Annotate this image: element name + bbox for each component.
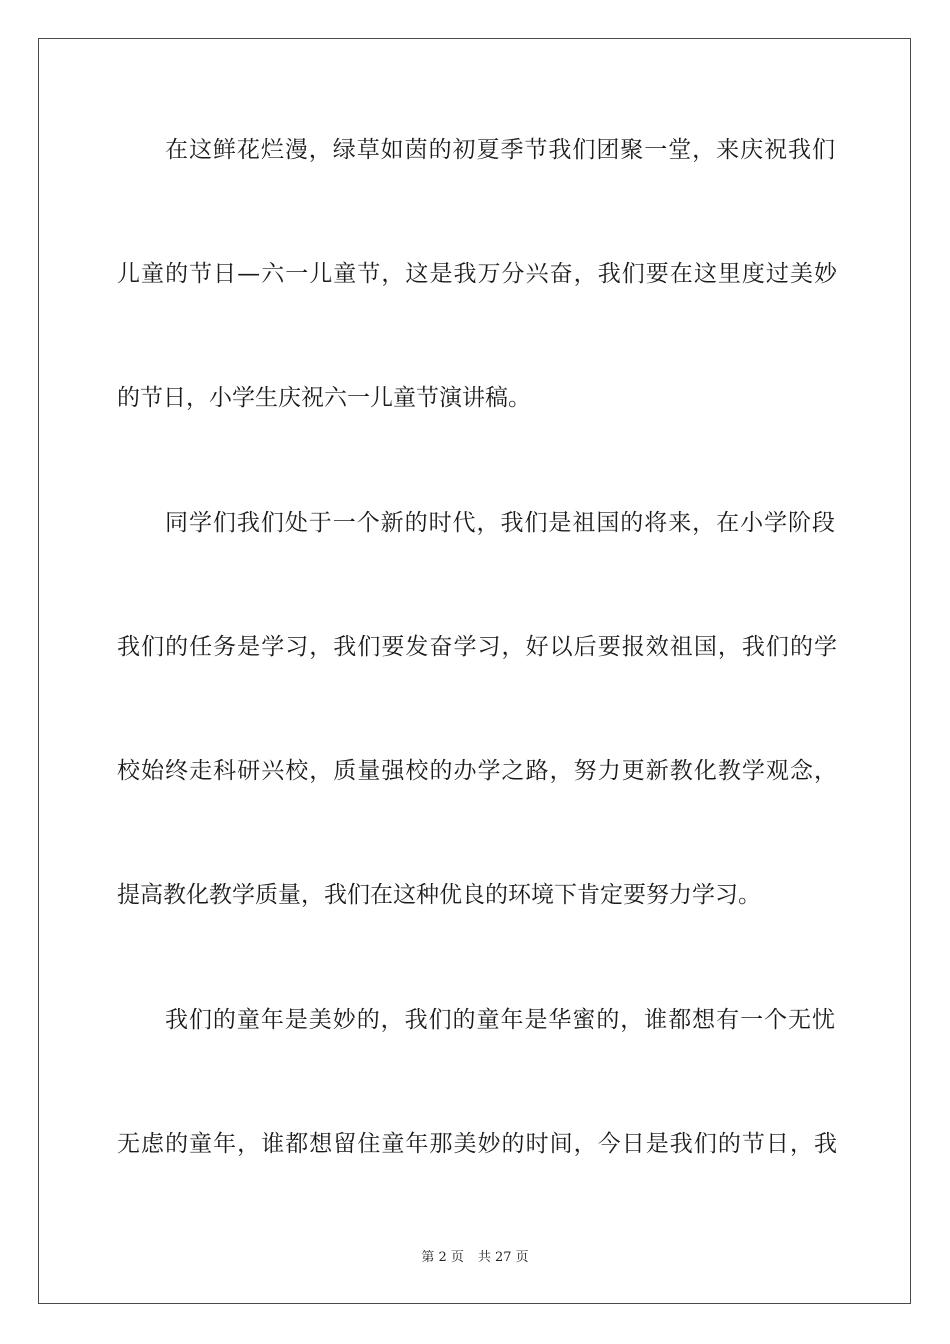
paragraph-1-line-2: 儿童的节日—六一儿童节，这是我万分兴奋，我们要在这里度过美妙 <box>117 261 837 287</box>
page-footer <box>0 1246 950 1265</box>
page-number: 第 2 页 <box>421 1250 464 1265</box>
page-total: 共 27 页 <box>477 1250 529 1265</box>
paragraph-2-line-4: 提高教化教学质量，我们在这种优良的环境下肯定要努力学习。 <box>117 882 761 908</box>
paragraph-1-line-3: 的节日，小学生庆祝六一儿童节演讲稿。 <box>117 385 531 411</box>
paragraph-3-line-1: 我们的童年是美妙的，我们的童年是华蜜的，谁都想有一个无忧 <box>165 1007 835 1033</box>
page-border <box>38 38 911 1304</box>
paragraph-1-line-1: 在这鲜花烂漫，绿草如茵的初夏季节我们团聚一堂，来庆祝我们 <box>165 137 835 163</box>
paragraph-3-line-2: 无虑的童年，谁都想留住童年那美妙的时间，今日是我们的节日，我 <box>117 1131 837 1157</box>
paragraph-2-line-1: 同学们我们处于一个新的时代，我们是祖国的将来，在小学阶段 <box>165 510 835 536</box>
paragraph-2-line-2: 我们的任务是学习，我们要发奋学习，好以后要报效祖国，我们的学 <box>117 634 837 660</box>
paragraph-2-line-3: 校始终走科研兴校，质量强校的办学之路，努力更新教化教学观念， <box>117 758 837 784</box>
